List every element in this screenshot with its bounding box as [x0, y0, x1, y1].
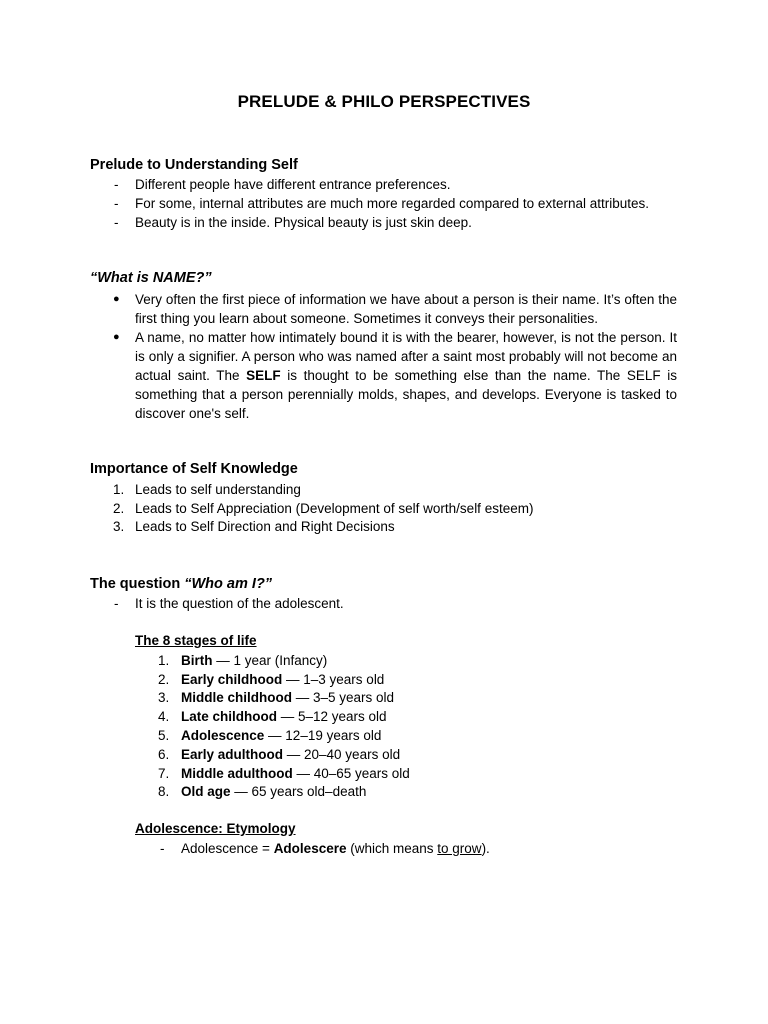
- number-marker: 2.: [158, 672, 170, 687]
- stage-item: Middle adulthood — 40–65 years old: [181, 766, 410, 781]
- stage-item: Early childhood — 1–3 years old: [181, 672, 385, 687]
- bullet-marker: ●: [113, 331, 120, 343]
- prelude-heading: Prelude to Understanding Self: [90, 157, 298, 173]
- dash-marker: -: [114, 596, 119, 611]
- prelude-item: Different people have different entrance preferences.: [135, 177, 451, 192]
- stage-item: Birth — 1 year (Infancy): [181, 653, 328, 668]
- number-marker: 3.: [158, 690, 170, 705]
- dash-marker: -: [160, 841, 165, 856]
- prelude-item: For some, internal attributes are much more regarded compared to external attributes.: [135, 196, 649, 211]
- stage-item: Middle childhood — 3–5 years old: [181, 690, 395, 705]
- stage-item: Old age — 65 years old–death: [181, 784, 367, 799]
- number-marker: 3.: [113, 519, 125, 534]
- number-marker: 7.: [158, 766, 170, 781]
- question-item: It is the question of the adolescent.: [135, 596, 344, 611]
- number-marker: 1.: [158, 653, 170, 668]
- dash-marker: -: [114, 196, 119, 211]
- number-marker: 1.: [113, 482, 125, 497]
- stage-item: Early adulthood — 20–40 years old: [181, 747, 401, 762]
- number-marker: 5.: [158, 728, 170, 743]
- number-marker: 6.: [158, 747, 170, 762]
- dash-marker: -: [114, 215, 119, 230]
- etymology-heading: Adolescence: Etymology: [135, 821, 296, 836]
- number-marker: 8.: [158, 784, 170, 799]
- name-paragraph-1: Very often the first piece of information we have about a person is their name. It’s often the first thing you learn about someone. Sometimes it conveys their personalities.: [135, 292, 677, 326]
- importance-item: Leads to self understanding: [135, 482, 301, 497]
- question-heading: The question “Who am I?”: [90, 576, 273, 592]
- bullet-marker: ●: [113, 293, 120, 305]
- number-marker: 4.: [158, 709, 170, 724]
- stages-heading: The 8 stages of life: [135, 633, 257, 648]
- name-paragraph-2: A name, no matter how intimately bound it is with the bearer, however, is not the person. It is only a signifier. A person who was named after a saint most probably will not become an actual saint. The SELF is thought to be something else than the name. The SELF is something that a person perennially molds, shapes, and develops. Everyone is tasked to discover one's self.: [135, 330, 677, 421]
- etymology-item: Adolescence = Adolescere (which means to grow).: [181, 841, 490, 856]
- importance-item: Leads to Self Direction and Right Decisions: [135, 519, 395, 534]
- prelude-item: Beauty is in the inside. Physical beauty is just skin deep.: [135, 215, 472, 230]
- stage-item: Late childhood — 5–12 years old: [181, 709, 387, 724]
- stage-item: Adolescence — 12–19 years old: [181, 728, 382, 743]
- importance-heading: Importance of Self Knowledge: [90, 461, 298, 477]
- number-marker: 2.: [113, 501, 125, 516]
- importance-item: Leads to Self Appreciation (Development of self worth/self esteem): [135, 501, 534, 516]
- dash-marker: -: [114, 177, 119, 192]
- page-title: PRELUDE & PHILO PERSPECTIVES: [237, 92, 531, 111]
- name-heading: “What is NAME?”: [90, 270, 212, 286]
